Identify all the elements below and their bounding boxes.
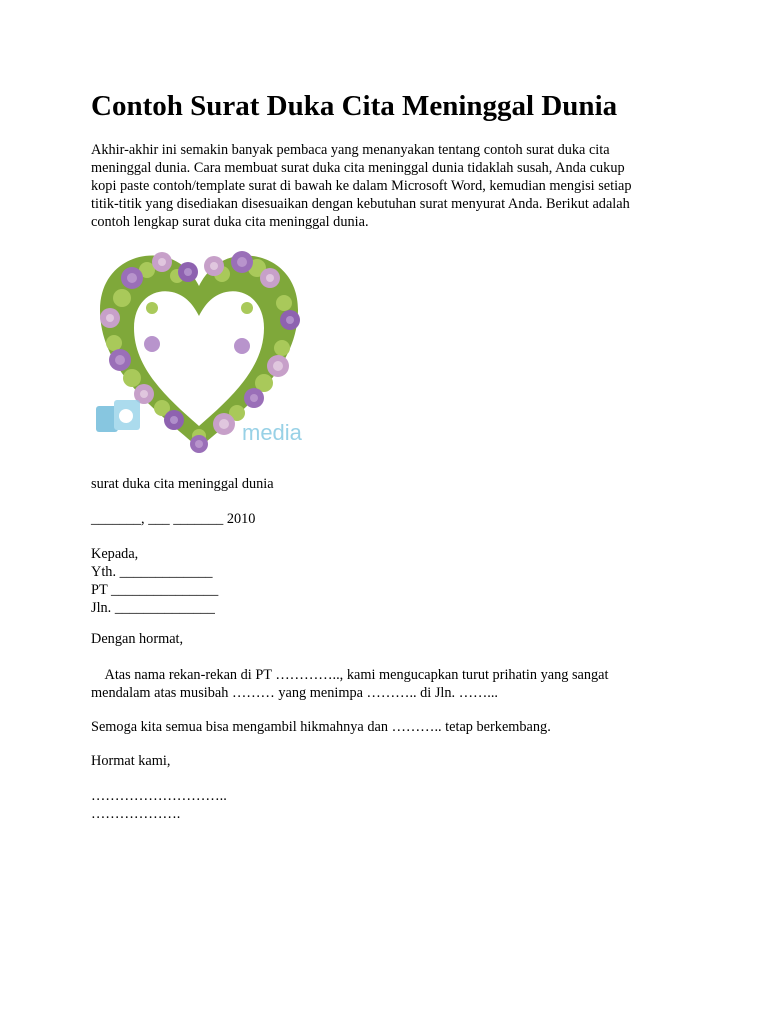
intro-line: titik-titik yang disediakan disesuaikan dengan kebutuhan surat menyurat Anda. Berikut adalah: [91, 196, 630, 212]
intro-paragraph: [91, 141, 671, 231]
image-caption: surat duka cita meninggal dunia: [91, 476, 274, 492]
watermark-text: media: [242, 420, 302, 445]
intro-line: contoh lengkap surat duka cita meninggal dunia.: [91, 214, 369, 230]
signature-line: ……………….: [91, 806, 181, 822]
intro-line: kopi paste contoh/template surat di bawah ke dalam Microsoft Word, kemudian mengisi setiap: [91, 178, 632, 194]
letter-body-closing: Semoga kita semua bisa mengambil hikmahnya dan ……….. tetap berkembang.: [91, 719, 551, 735]
heart-wreath-illustration: [92, 248, 307, 458]
document-title: Contoh Surat Duka Cita Meninggal Dunia: [91, 90, 618, 122]
letter-signature: [91, 787, 227, 823]
wreath-image: [92, 248, 307, 458]
letter-dateline: _______, ___ _______ 2010: [91, 511, 256, 527]
intro-line: meninggal dunia. Cara membuat surat duka cita meninggal dunia tidaklah susah, Anda cukup: [91, 160, 625, 176]
signature-line: ………………………..: [91, 788, 227, 804]
letter-greeting: Dengan hormat,: [91, 631, 184, 647]
address-line: Yth. _____________: [91, 564, 213, 580]
address-line: Kepada,: [91, 546, 139, 562]
address-line: PT _______________: [91, 582, 219, 598]
letter-closing: Hormat kami,: [91, 753, 171, 769]
body-line: mendalam atas musibah ……… yang menimpa ……….. di Jln. ……...: [91, 685, 499, 701]
body-line: Atas nama rekan-rekan di PT ………….., kami mengucapkan turut prihatin yang sangat: [91, 667, 609, 683]
address-line: Jln. ______________: [91, 600, 215, 616]
letter-body: [91, 666, 608, 702]
intro-line: Akhir-akhir ini semakin banyak pembaca yang menanyakan tentang contoh surat duka cita: [91, 142, 610, 158]
letter-address: [91, 545, 218, 617]
